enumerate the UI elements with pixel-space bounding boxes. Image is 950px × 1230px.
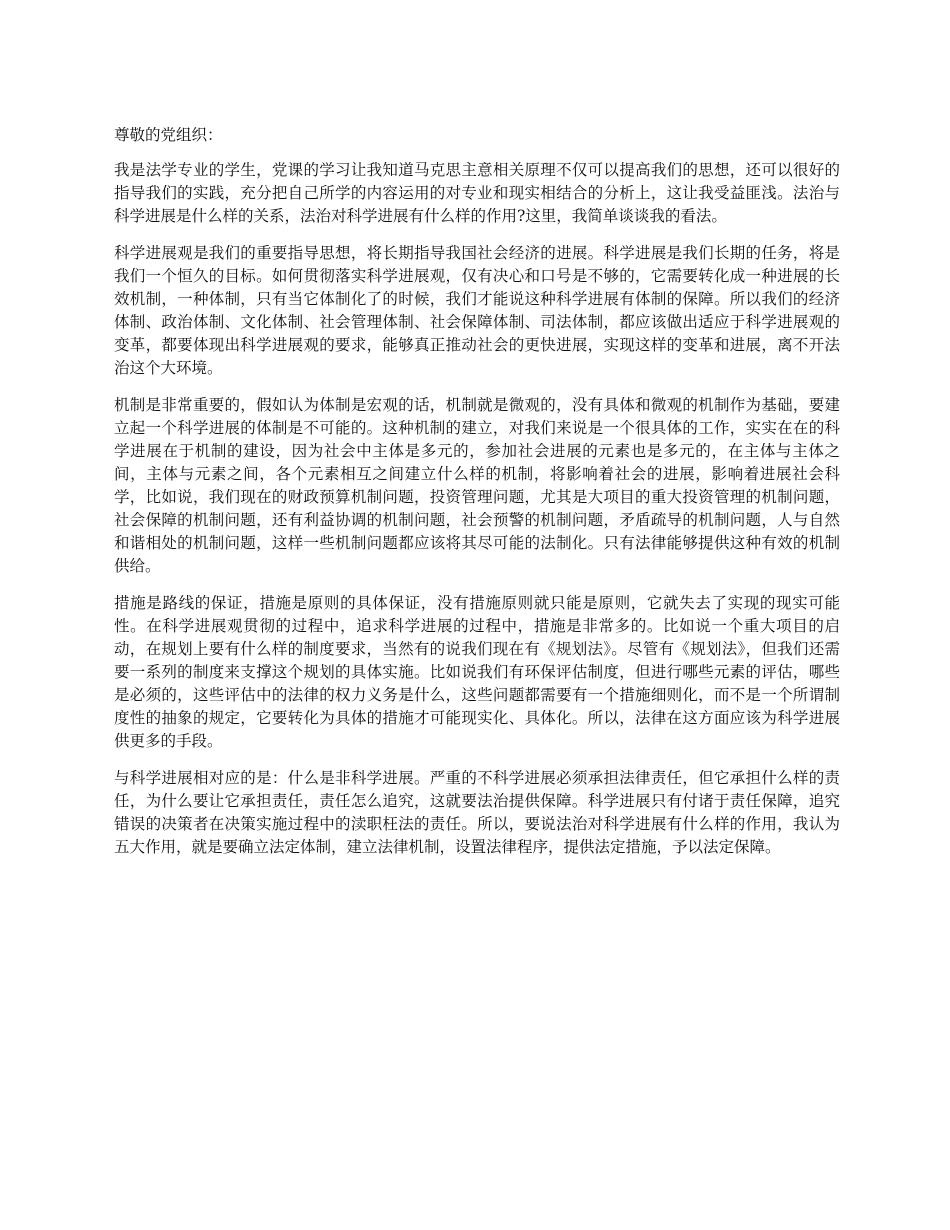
paragraph-4: 措施是路线的保证，措施是原则的具体保证，没有措施原则就只能是原则，它就失去了实现的现实可能性。在科学进展观贯彻的过程中，追求科学进展的过程中，措施是非常多的。比如说一个重大项目的启动，在规划上要有什么样的制度要求，当然有的说我们现在有《规划法》。尽管有《规划法》，但我们还需要一系列的制度来支撑这个规划的具体实施。比如说我们有环保评估制度，但进行哪些元素的评估，哪些是必须的，这些评估中的法律的权力义务是什么，这些问题都需要有一个措施细则化，而不是一个所谓制度性的抽象的规定，它要转化为具体的措施才可能现实化、具体化。所以，法律在这方面应该为科学进展供更多的手段。: [114, 594, 840, 750]
salutation: 尊敬的党组织：: [114, 126, 223, 144]
paragraph-3: 机制是非常重要的，假如认为体制是宏观的话，机制就是微观的，没有具体和微观的机制作为基础，要建立起一个科学进展的体制是不可能的。这种机制的建立，对我们来说是一个很具体的工作，实实在在的科学进展在于机制的建设，因为社会中主体是多元的，参加社会进展的元素也是多元的，在主体与主体之间，主体与元素之间，各个元素相互之间建立什么样的机制，将影响着社会的进展，影响着进展社会科学，比如说，我们现在的财政预算机制问题，投资管理问题，尤其是大项目的重大投资管理的机制问题，社会保障的机制问题，还有利益协调的机制问题，社会预警的机制问题，矛盾疏导的机制问题，人与自然和谐相处的机制问题，这样一些机制问题都应该将其尽可能的法制化。只有法律能够提供这种有效的机制供给。: [114, 396, 840, 575]
paragraph-1: 我是法学专业的学生，党课的学习让我知道马克思主意相关原理不仅可以提高我们的思想，还可以很好的指导我们的实践，充分把自己所学的内容运用的对专业和现实相结合的分析上，这让我受益匪浅。法治与科学进展是什么样的关系，法治对科学进展有什么样的作用?这里，我简单谈谈我的看法。: [114, 161, 840, 225]
paragraph-5: 与科学进展相对应的是：什么是非科学进展。严重的不科学进展必须承担法律责任，但它承担什么样的责任，为什么要让它承担责任，责任怎么追究，这就要法治提供保障。科学进展只有付诸于责任保障，追究错误的决策者在决策实施过程中的渎职枉法的责任。所以，要说法治对科学进展有什么样的作用，我认为五大作用，就是要确立法定体制，建立法律机制，设置法律程序，提供法定措施，予以法定保障。: [114, 769, 840, 856]
paragraph-2: 科学进展观是我们的重要指导思想，将长期指导我国社会经济的进展。科学进展是我们长期的任务，将是我们一个恒久的目标。如何贯彻落实科学进展观，仅有决心和口号是不够的，它需要转化成一种进展的长效机制，一种体制，只有当它体制化了的时候，我们才能说这种科学进展有体制的保障。所以我们的经济体制、政治体制、文化体制、社会管理体制、社会保障体制、司法体制，都应该做出适应于科学进展观的变革，都要体现出科学进展观的要求，能够真正推动社会的更快进展，实现这样的变革和进展，离不开法治这个大环境。: [114, 244, 840, 377]
document-body: [114, 124, 840, 873]
